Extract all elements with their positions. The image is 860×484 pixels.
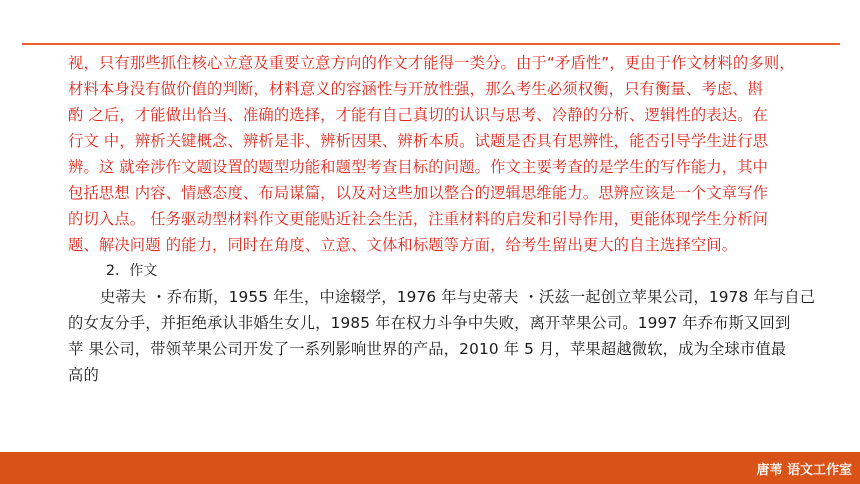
red-paragraph — [68, 50, 813, 258]
paragraph-line: 辨。这 就牵涉作文题设置的题型功能和题型考查目标的问题。作文主要考查的是学生的写作能力，其中 — [68, 158, 769, 176]
paragraph-line: 包括思想 内容、情感态度、布局谋篇，以及对这些加以整合的逻辑思维能力。思辨应该是一个文章写作 — [68, 184, 769, 202]
footer-bar — [0, 452, 860, 484]
paragraph-line: 行文 中，辨析关键概念、辨析是非、辨析因果、辨析本质。试题是否具有思辨性，能否引导学生进行思 — [68, 132, 769, 150]
paragraph-line: 的女友分手，并拒绝承认非婚生女儿，1985 年在权力斗争中失败，离开苹果公司。1997 年乔布斯又回到 — [68, 314, 791, 332]
paragraph-line: 材料本身没有做价值的判断，材料意义的容涵性与开放性强，那么考生必须权衡，只有衡量、考虑、斟 — [68, 80, 764, 98]
section-title: 2．作文 — [106, 263, 158, 279]
black-paragraph — [68, 284, 816, 388]
paragraph-line: 史蒂夫 ・乔布斯，1955 年生，中途辍学，1976 年与史蒂夫 ・沃兹一起创立苹果公司，1978 年与自己 — [100, 288, 816, 306]
document-body — [68, 50, 816, 388]
paragraph-line: 题、解决问题 的能力，同时在角度、立意、文体和标题等方面，给考生留出更大的自主选择空间。 — [68, 236, 738, 254]
footer-brand: 唐苇 语文工作室 — [756, 463, 852, 478]
paragraph-line: 视，只有那些抓住核心立意及重要立意方向的作文才能得一类分。由于“矛盾性”，更由于作文材料的多则， — [68, 54, 795, 72]
paragraph-line: 高的 — [68, 366, 99, 384]
top-divider — [22, 43, 840, 45]
paragraph-line: 苹 果公司，带领苹果公司开发了一系列影响世界的产品，2010 年 5 月，苹果超越微软，成为全球市值最 — [68, 340, 787, 358]
paragraph-line: 的切入点。 任务驱动型材料作文更能贴近社会生活，注重材料的启发和引导作用，更能体现学生分析问 — [68, 210, 769, 228]
paragraph-line: 酌 之后，才能做出恰当、准确的选择，才能有自己真切的认识与思考、冷静的分析、逻辑性的表达。在 — [68, 106, 769, 124]
